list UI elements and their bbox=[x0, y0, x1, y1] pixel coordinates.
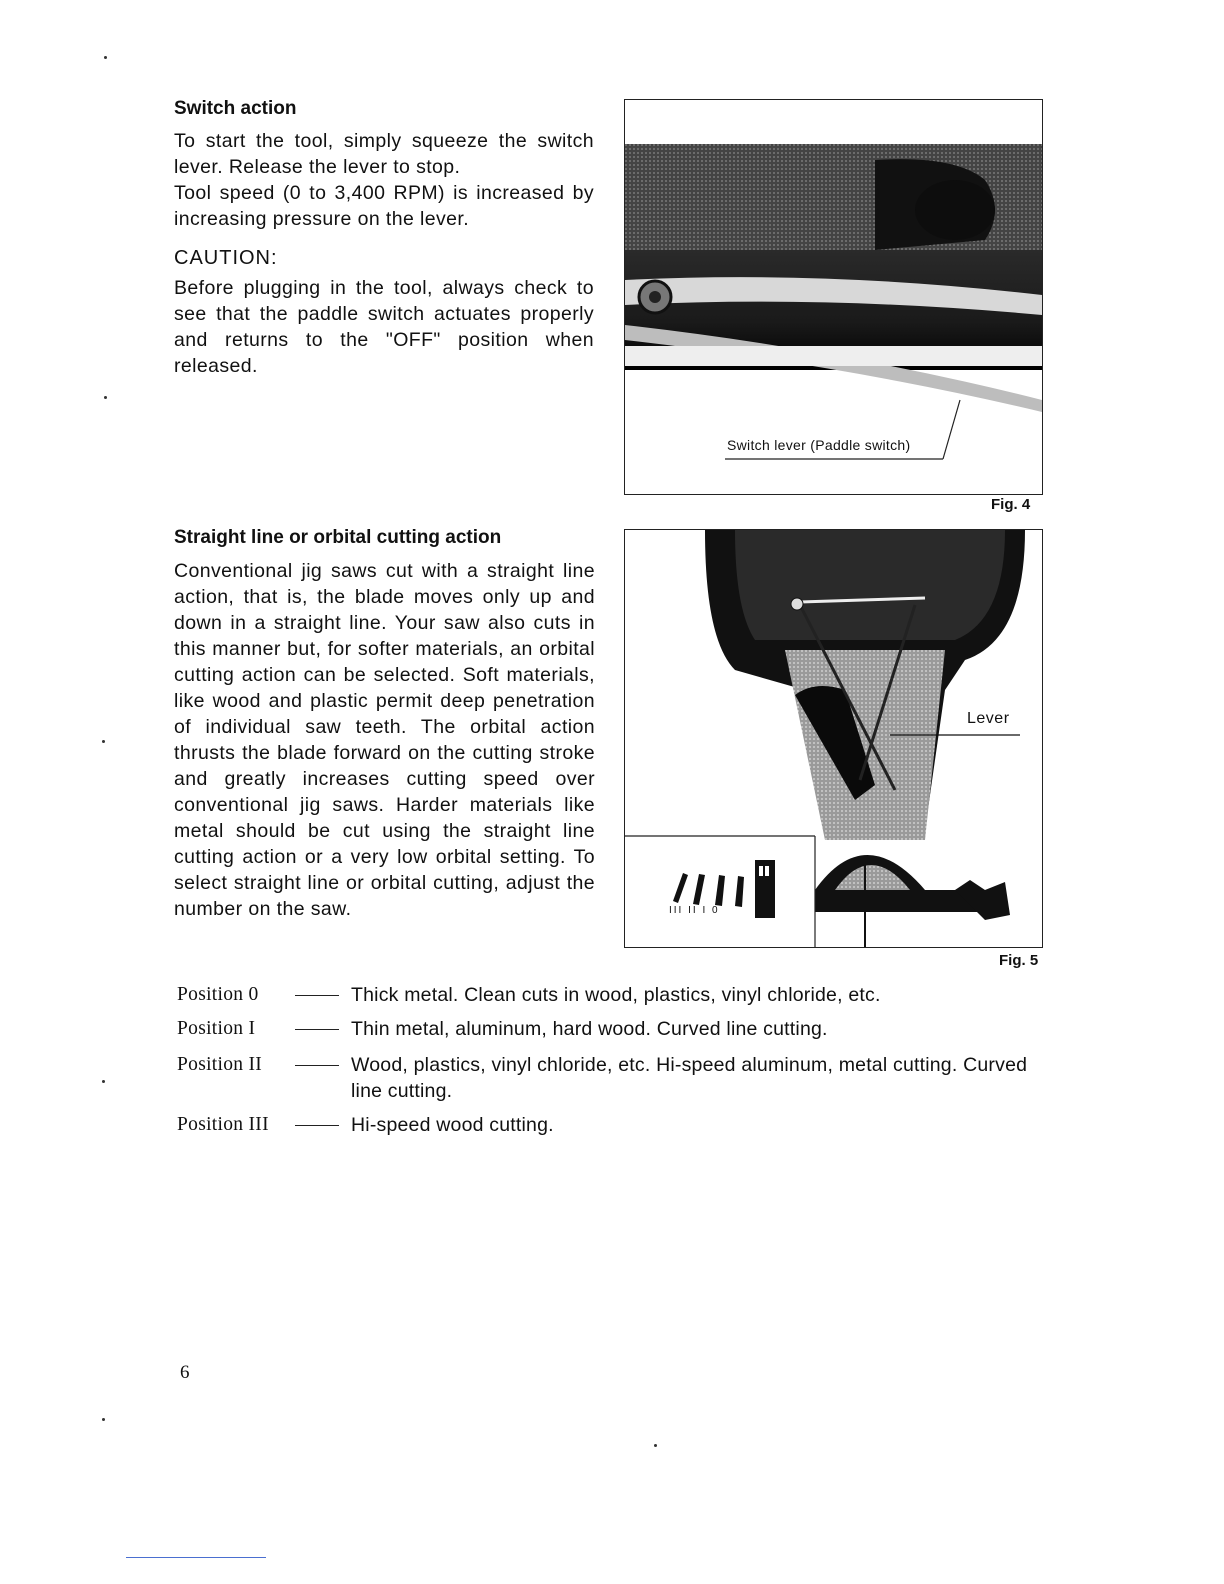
position-dash bbox=[295, 1052, 351, 1104]
switch-action-para-1: To start the tool, simply squeeze the switch lever. Release the lever to stop. bbox=[174, 130, 594, 178]
fig5-inset-scale-text: III II I 0 bbox=[669, 905, 720, 916]
switch-action-heading: Switch action bbox=[174, 98, 297, 119]
position-desc: Wood, plastics, vinyl chloride, etc. Hi-speed aluminum, metal cutting. Curved line cutting. bbox=[351, 1054, 1028, 1102]
scan-speck bbox=[102, 1418, 105, 1421]
scan-speck bbox=[654, 1444, 657, 1447]
fig5-lever-photo bbox=[625, 530, 1042, 947]
position-name: Position III bbox=[177, 1114, 269, 1135]
positions-list bbox=[177, 982, 1057, 1138]
fig4-switch-photo bbox=[625, 100, 1042, 494]
fig4-callout: Switch lever (Paddle switch) bbox=[727, 437, 911, 453]
position-2-row bbox=[177, 1052, 1057, 1104]
position-name: Position 0 bbox=[177, 984, 259, 1005]
orbital-text: Conventional jig saws cut with a straight line action, that is, the blade moves only up and down in a straight line. Your saw also cuts in this manner but, for softer materials, an orbital cutting action can be selected. Soft materials, like wood and plastic permit deep penetration of individual saw teeth. The orbital action thrusts the blade forward on the cutting stroke and greatly increases cutting speed over conventional jig saws. Harder materials like metal should be cut using the straight line cutting action or a very low orbital setting. To select straight line or orbital cutting, adjust the number on the saw. bbox=[174, 560, 595, 920]
bottom-rule bbox=[126, 1557, 266, 1558]
position-desc: Thick metal. Clean cuts in wood, plastics, vinyl chloride, etc. bbox=[351, 984, 881, 1006]
scan-speck bbox=[104, 56, 107, 59]
position-3-row bbox=[177, 1112, 1057, 1138]
position-dash bbox=[295, 1112, 351, 1138]
position-dash bbox=[295, 982, 351, 1008]
switch-action-para-2: Tool speed (0 to 3,400 RPM) is increased by increasing pressure on the lever. bbox=[174, 182, 594, 230]
page-number: 6 bbox=[180, 1362, 190, 1383]
fig4-figure bbox=[624, 99, 1043, 495]
position-dash bbox=[295, 1016, 351, 1042]
fig5-label: Fig. 5 bbox=[999, 952, 1039, 969]
fig5-figure bbox=[624, 529, 1043, 948]
position-desc: Hi-speed wood cutting. bbox=[351, 1114, 554, 1136]
position-name: Position II bbox=[177, 1054, 263, 1075]
switch-action-body bbox=[174, 128, 594, 232]
caution-text: Before plugging in the tool, always check to see that the paddle switch actuates properly and returns to the "OFF" position when released. bbox=[174, 277, 594, 377]
position-name: Position I bbox=[177, 1018, 256, 1039]
scan-speck bbox=[102, 1080, 105, 1083]
scan-speck bbox=[104, 396, 107, 399]
caution-label: CAUTION: bbox=[174, 247, 278, 269]
orbital-heading: Straight line or orbital cutting action bbox=[174, 527, 502, 548]
fig5-callout: Lever bbox=[967, 710, 1010, 727]
fig4-label: Fig. 4 bbox=[991, 496, 1031, 513]
position-0-row bbox=[177, 982, 1057, 1008]
position-desc: Thin metal, aluminum, hard wood. Curved line cutting. bbox=[351, 1018, 828, 1040]
scan-speck bbox=[102, 740, 105, 743]
position-1-row bbox=[177, 1016, 1057, 1042]
